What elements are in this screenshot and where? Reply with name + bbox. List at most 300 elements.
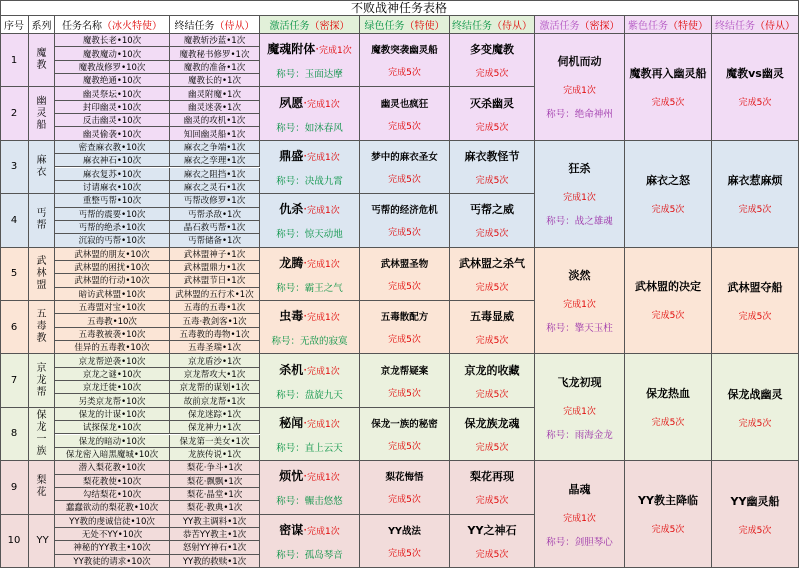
header-label: 终结任务	[715, 21, 755, 32]
row-number-text: 6	[10, 321, 18, 333]
activate-task	[260, 34, 360, 87]
header-label: 紫色任务	[628, 21, 668, 32]
task-item-text: 试探保龙•10次	[82, 423, 142, 434]
row-number-text: 5	[10, 268, 18, 280]
task-item	[55, 515, 170, 528]
green-task-count: 完成5次	[388, 281, 421, 292]
final-task-item	[170, 168, 260, 181]
final-task-item	[170, 541, 260, 554]
task-item	[55, 141, 170, 154]
final-task-item-text: 武林盟神子•1次	[183, 249, 246, 260]
purple-count-line	[652, 415, 685, 428]
final-name-line	[470, 41, 514, 57]
activate-line	[279, 254, 340, 271]
task-item	[55, 328, 170, 341]
title-name: 玉面达摩	[304, 69, 343, 81]
final-task-item	[170, 248, 260, 261]
final-task-item-text: 五毒圣瑞•1次	[188, 343, 241, 354]
green-name-line	[385, 469, 423, 483]
green-task	[360, 461, 450, 514]
final-task	[450, 408, 535, 461]
activate2-title-line	[546, 534, 613, 548]
task-item	[55, 475, 170, 488]
final-task-item	[170, 515, 260, 528]
activate2-count-line	[563, 297, 596, 310]
activate-count: 完成1次	[307, 152, 340, 163]
activate-name: 魔魂附体	[267, 42, 316, 57]
final-task-count: 完成5次	[475, 229, 509, 240]
activate-line	[279, 361, 340, 378]
task-item	[55, 234, 170, 247]
final-task-name: 保龙族龙魂	[464, 416, 520, 430]
activate2-count: 完成1次	[563, 406, 596, 417]
activate2-count-line	[563, 190, 596, 203]
dot-separator: ·	[303, 309, 308, 324]
title-prefix: 称号：	[276, 496, 305, 508]
final2-count: 完成5次	[738, 98, 772, 109]
title-name: 冁击悠悠	[304, 496, 343, 508]
final-task-2	[712, 354, 799, 461]
series-name	[29, 515, 55, 568]
purple-task	[625, 461, 712, 568]
activate2-title-line	[546, 106, 613, 120]
row-number	[0, 194, 29, 247]
final-task-item-text: 丐帮改修罗•1次	[183, 196, 246, 207]
final-task-item-text: 保龙神力•1次	[188, 423, 241, 434]
activate-name: 烦忧	[279, 469, 304, 484]
final2-count: 完成5次	[738, 205, 772, 216]
green-task	[360, 248, 450, 301]
final-task-item	[170, 435, 260, 448]
final-task-item-text: 魔教的准备•1次	[183, 62, 246, 73]
activate-count: 完成1次	[307, 473, 340, 484]
task-item-text: 梨花教使•10次	[82, 476, 142, 487]
title2-prefix: 称号：	[546, 429, 575, 441]
final-task-count: 完成5次	[475, 282, 509, 293]
final2-count-line	[739, 416, 772, 429]
green-name-line	[371, 202, 438, 216]
purple-task-count: 完成5次	[651, 311, 685, 322]
final-count-line	[476, 333, 509, 346]
series-name-text: 京龙帮	[36, 362, 47, 398]
final2-count: 完成5次	[738, 311, 772, 322]
title-prefix: 称号：	[276, 175, 305, 187]
final-task-item-text: 保龙第一美女•1次	[179, 436, 250, 447]
task-item	[55, 314, 170, 327]
title-prefix: 称号：	[276, 122, 305, 134]
task-item-text: 蠢蠢欲动的梨花教•10次	[65, 503, 159, 514]
purple-name-line	[628, 386, 708, 401]
task-item	[55, 368, 170, 381]
final-task-item-text: 魔教长的•1次	[188, 76, 241, 87]
header-act2	[535, 16, 625, 34]
task-item	[55, 394, 170, 407]
activate-title-line	[276, 173, 343, 187]
purple-task	[625, 141, 712, 248]
final-task-item-text: 武林盟节日•1次	[183, 276, 246, 287]
green-task-name: 保龙一族的秘密	[371, 418, 438, 430]
series-name-text: 幽灵船	[36, 95, 47, 131]
activate-line	[279, 94, 340, 111]
activate-title-line	[276, 66, 343, 80]
task-item	[55, 354, 170, 367]
activate-task	[260, 301, 360, 354]
final-task-item-text: YY教的救赎•1次	[182, 556, 247, 567]
activate-title-line	[276, 493, 343, 507]
final-task-item-text: 梨花·飘飘•1次	[186, 476, 243, 487]
activate-count: 完成1次	[307, 206, 340, 217]
purple-task-name: 武林盟的决定	[635, 280, 701, 294]
row-number-text: 9	[10, 481, 18, 493]
final-count-line	[476, 493, 509, 506]
final-task-item	[170, 408, 260, 421]
title2-name: 绝命神州	[574, 109, 613, 121]
final-task-item-text: 幽灵迷袭•1次	[188, 102, 241, 113]
purple-count-line	[652, 308, 685, 321]
task-item-text: 京龙迁徙•10次	[82, 383, 142, 394]
task-item-text: 讨请麻衣•10次	[82, 183, 142, 194]
final-task-item	[170, 301, 260, 314]
task-item	[55, 194, 170, 207]
final-task-item-text: 幽灵的攻机•1次	[183, 116, 246, 127]
final-task-item-text: 知回幽灵船•1次	[183, 129, 246, 140]
activate-name: 鼎盛	[279, 148, 304, 163]
activate-line	[279, 307, 340, 324]
green-count-line	[388, 492, 421, 505]
final-task-item-text: 梨花·教典•1次	[186, 503, 243, 514]
title-name: 惊天动地	[304, 229, 343, 241]
series-name	[29, 87, 55, 140]
green-task	[360, 34, 450, 87]
final-task-item-text: 梨花·争斗•1次	[186, 463, 243, 474]
final-count-line	[476, 120, 509, 133]
final-task-item-text: 麻衣之阻挡•1次	[183, 169, 246, 180]
final-task-item	[170, 475, 260, 488]
final-count-line	[476, 387, 509, 400]
task-item-text: 神秘的YY教主•10次	[73, 543, 151, 554]
row-number	[0, 354, 29, 407]
final-task-item-text: 魔教秘书修罗•1次	[179, 49, 250, 60]
task-item-text: 佳异的五毒教•10次	[74, 343, 150, 354]
green-task-count: 完成5次	[388, 174, 421, 185]
final-task-name: 多变魔教	[470, 43, 514, 57]
final-task-item-text: 保龙迷踪•1次	[188, 409, 241, 420]
task-item-text: 丐帮的震要•10次	[78, 209, 146, 220]
green-name-line	[381, 363, 429, 377]
activate-line	[279, 147, 340, 164]
final-name-line	[470, 308, 514, 324]
task-item-text: 潜入梨花教•10次	[78, 463, 146, 474]
final-task-name: 丐帮之威	[470, 203, 514, 217]
activate-title-line	[276, 280, 343, 294]
dot-separator: ·	[303, 95, 308, 110]
task-item	[55, 408, 170, 421]
title-name: 如沐春风	[304, 122, 343, 134]
row-number-text: 10	[7, 535, 21, 547]
activate-line	[279, 521, 340, 538]
header-final	[450, 16, 535, 34]
header-note: （密探）	[309, 21, 350, 32]
final-task-item	[170, 288, 260, 301]
final2-name-line	[728, 386, 783, 402]
green-task-count: 完成5次	[388, 441, 421, 452]
green-count-line	[388, 119, 421, 132]
final-task	[450, 354, 535, 407]
green-task-name: YY战法	[388, 525, 421, 537]
green-count-line	[388, 65, 421, 78]
final-task	[450, 248, 535, 301]
task-item	[55, 448, 170, 461]
header-label: 激活任务	[539, 21, 580, 32]
final-task-item-text: 五毒·教剑客•1次	[182, 316, 247, 327]
row-number-text: 4	[10, 214, 18, 226]
task-item	[55, 47, 170, 60]
activate2-count-line	[563, 83, 596, 96]
final2-count: 完成5次	[738, 418, 772, 429]
final2-name: YY幽灵船	[730, 494, 780, 508]
row-number-text: 8	[10, 428, 18, 440]
purple-task	[625, 354, 712, 461]
row-number	[0, 34, 29, 87]
green-task-count: 完成5次	[388, 68, 421, 79]
row-number-text: 7	[10, 375, 18, 387]
series-name	[29, 141, 55, 194]
task-item-text: YY教徒的请求•10次	[73, 556, 151, 567]
green-task	[360, 87, 450, 140]
series-name-text: 丐帮	[36, 208, 47, 232]
series-name	[29, 461, 55, 514]
activate-name: 虫毒	[279, 309, 304, 324]
purple-task-count: 完成5次	[651, 525, 685, 536]
task-item	[55, 288, 170, 301]
final-task-item	[170, 448, 260, 461]
final-task-item	[170, 274, 260, 287]
title2-name: 剑胆琴心	[574, 536, 613, 548]
activate2-name: 飞龙初现	[557, 375, 602, 389]
task-item	[55, 421, 170, 434]
task-item	[55, 74, 170, 87]
final-name-line	[465, 362, 520, 378]
purple-task-count: 完成5次	[651, 204, 685, 215]
final-task-item-text: 幽灵附魔•1次	[188, 89, 241, 100]
task-item-text: 封印幽灵•10次	[82, 102, 142, 113]
final-name-line	[459, 255, 525, 271]
header-note: （侍从）	[755, 21, 795, 32]
series-name-text: 梨花	[36, 475, 47, 499]
task-item-text: 密查麻衣教•10次	[78, 142, 146, 153]
activate-task-2	[535, 141, 625, 248]
dot-separator: ·	[303, 469, 308, 484]
final-task-name: 武林盟之杀气	[459, 256, 525, 270]
activate2-count: 完成1次	[563, 299, 596, 310]
row-number-text: 1	[10, 54, 18, 66]
green-task	[360, 515, 450, 568]
activate-name: 仇杀	[279, 202, 304, 217]
final-name-line	[470, 468, 514, 484]
activate-line	[267, 40, 352, 57]
task-item	[55, 181, 170, 194]
final-task	[450, 515, 535, 568]
final-task-item	[170, 61, 260, 74]
final-count-line	[476, 440, 509, 453]
final-task-item	[170, 208, 260, 221]
title2-prefix: 称号：	[546, 216, 575, 228]
activate2-name-line	[558, 53, 602, 69]
final-task-item-text: 武林盟鼎力•1次	[183, 263, 246, 274]
green-task-name: 梨花悔悟	[385, 472, 424, 484]
header-label: 终结任务	[174, 21, 215, 32]
activate-line	[279, 414, 340, 431]
header-note: （冰火特使）	[102, 21, 162, 32]
header-fin2	[712, 16, 799, 34]
activate2-name: 淡然	[568, 268, 591, 282]
activate2-title-line	[546, 320, 613, 334]
final-task-item	[170, 421, 260, 434]
final-task-count: 完成5次	[475, 442, 509, 453]
row-number-text: 2	[10, 108, 18, 120]
activate-count: 完成1次	[307, 366, 340, 377]
green-count-line	[388, 386, 421, 399]
title2-prefix: 称号：	[546, 109, 575, 121]
final-name-line	[470, 95, 514, 111]
final-task-item-text: 丐帮储备•1次	[188, 236, 241, 247]
task-item	[55, 34, 170, 47]
final-task-count: 完成5次	[475, 122, 509, 133]
header-num	[0, 16, 29, 34]
task-item	[55, 208, 170, 221]
final-task-item	[170, 87, 260, 100]
task-item	[55, 435, 170, 448]
green-count-line	[388, 172, 421, 185]
final-task-item-text: 京龙盾沙•1次	[188, 356, 241, 367]
title-name: 孤岛琴音	[304, 549, 343, 561]
final-task-item-text: 恭苦YY教主•1次	[182, 530, 247, 541]
task-item-text: 保龙的计谋•10次	[78, 409, 146, 420]
final-task-item	[170, 47, 260, 60]
header-label: 绿色任务	[364, 21, 405, 32]
activate-task	[260, 408, 360, 461]
final-task-item	[170, 354, 260, 367]
final-task-item	[170, 341, 260, 354]
final-task-2	[712, 34, 799, 141]
final-task-item	[170, 127, 260, 140]
title-prefix: 称号：	[276, 69, 305, 81]
series-name	[29, 301, 55, 354]
purple-name-line	[628, 279, 708, 294]
purple-task-count: 完成5次	[651, 97, 685, 108]
title2-prefix: 称号：	[546, 536, 575, 548]
activate-task	[260, 461, 360, 514]
green-count-line	[388, 332, 421, 345]
task-item	[55, 127, 170, 140]
task-item-text: YY教的虔诚信徒•10次	[69, 516, 155, 527]
purple-task	[625, 248, 712, 355]
final-task-item-text: 故前京龙帮•1次	[183, 396, 246, 407]
series-name	[29, 408, 55, 461]
final2-name: 保龙战幽灵	[727, 387, 783, 401]
header-task_name	[55, 16, 170, 34]
final-task	[450, 301, 535, 354]
final-task-item	[170, 194, 260, 207]
final-task	[450, 461, 535, 514]
task-item-text: 魔教魔动•10次	[82, 49, 142, 60]
activate2-name: 伺机而动	[557, 55, 602, 69]
green-task-count: 完成5次	[388, 228, 421, 239]
task-item	[55, 555, 170, 568]
activate-title-line	[276, 547, 343, 561]
final-task-name: 京龙的收藏	[464, 363, 520, 377]
final-task-item	[170, 74, 260, 87]
final-task-item-text: 五毒的五毒•1次	[183, 303, 246, 314]
final-task-item-text: YY教主调料•1次	[182, 516, 247, 527]
dot-separator: ·	[315, 42, 320, 57]
final-task-item-text: 京龙帮攻大•1次	[183, 369, 246, 380]
green-task-name: 京龙帮疑案	[380, 365, 429, 377]
final-task-item	[170, 528, 260, 541]
purple-count-line	[652, 522, 685, 535]
header-series	[29, 16, 55, 34]
final2-name: 魔教vs幽灵	[726, 67, 784, 81]
final2-name-line	[728, 279, 783, 295]
activate-task	[260, 515, 360, 568]
green-task-name: 魔教突袭幽灵船	[371, 45, 438, 57]
activate-task-2	[535, 248, 625, 355]
task-item	[55, 261, 170, 274]
task-item	[55, 221, 170, 234]
final-task-item	[170, 101, 260, 114]
green-task	[360, 408, 450, 461]
task-item	[55, 87, 170, 100]
final-task-item	[170, 328, 260, 341]
series-name	[29, 34, 55, 87]
row-number-text: 3	[10, 161, 18, 173]
series-name-text: 武林盟	[36, 255, 47, 291]
dot-separator: ·	[303, 148, 308, 163]
final2-count: 完成5次	[738, 525, 772, 536]
activate2-name-line	[558, 374, 602, 390]
activate-task	[260, 194, 360, 247]
task-item-text: 京龙之谜•10次	[82, 369, 142, 380]
final-task-item-text: 怒射YY神石•1次	[182, 543, 247, 554]
activate-name: 秘闻	[279, 415, 304, 430]
final-task-item	[170, 368, 260, 381]
final-task	[450, 34, 535, 87]
row-number	[0, 461, 29, 514]
series-name-text: 五毒教	[36, 309, 47, 345]
dot-separator: ·	[303, 362, 308, 377]
header-activate	[260, 16, 360, 34]
final-task-2	[712, 248, 799, 355]
final-task-item-text: 五毒教的毒物•1次	[179, 329, 250, 340]
task-item-text: 武林盟的朋友•10次	[74, 249, 150, 260]
green-count-line	[388, 546, 421, 559]
final-count-line	[476, 226, 509, 239]
title-prefix: 称号：	[276, 282, 305, 294]
task-item-text: 魔教战修罗•10次	[78, 62, 146, 73]
green-task-count: 完成5次	[388, 335, 421, 346]
task-item-text: 无处不YY•10次	[81, 530, 143, 541]
final2-count-line	[739, 523, 772, 536]
purple-count-line	[652, 202, 685, 215]
purple-task-name: 麻衣之怒	[646, 173, 690, 187]
row-number	[0, 248, 29, 301]
activate2-name-line	[569, 160, 591, 176]
activate2-count: 完成1次	[563, 86, 596, 97]
final-task-name: 梨花再现	[470, 470, 514, 484]
purple-task-name: YY教主降临	[638, 494, 698, 508]
series-name	[29, 248, 55, 301]
activate-name: 夙愿	[279, 95, 304, 110]
